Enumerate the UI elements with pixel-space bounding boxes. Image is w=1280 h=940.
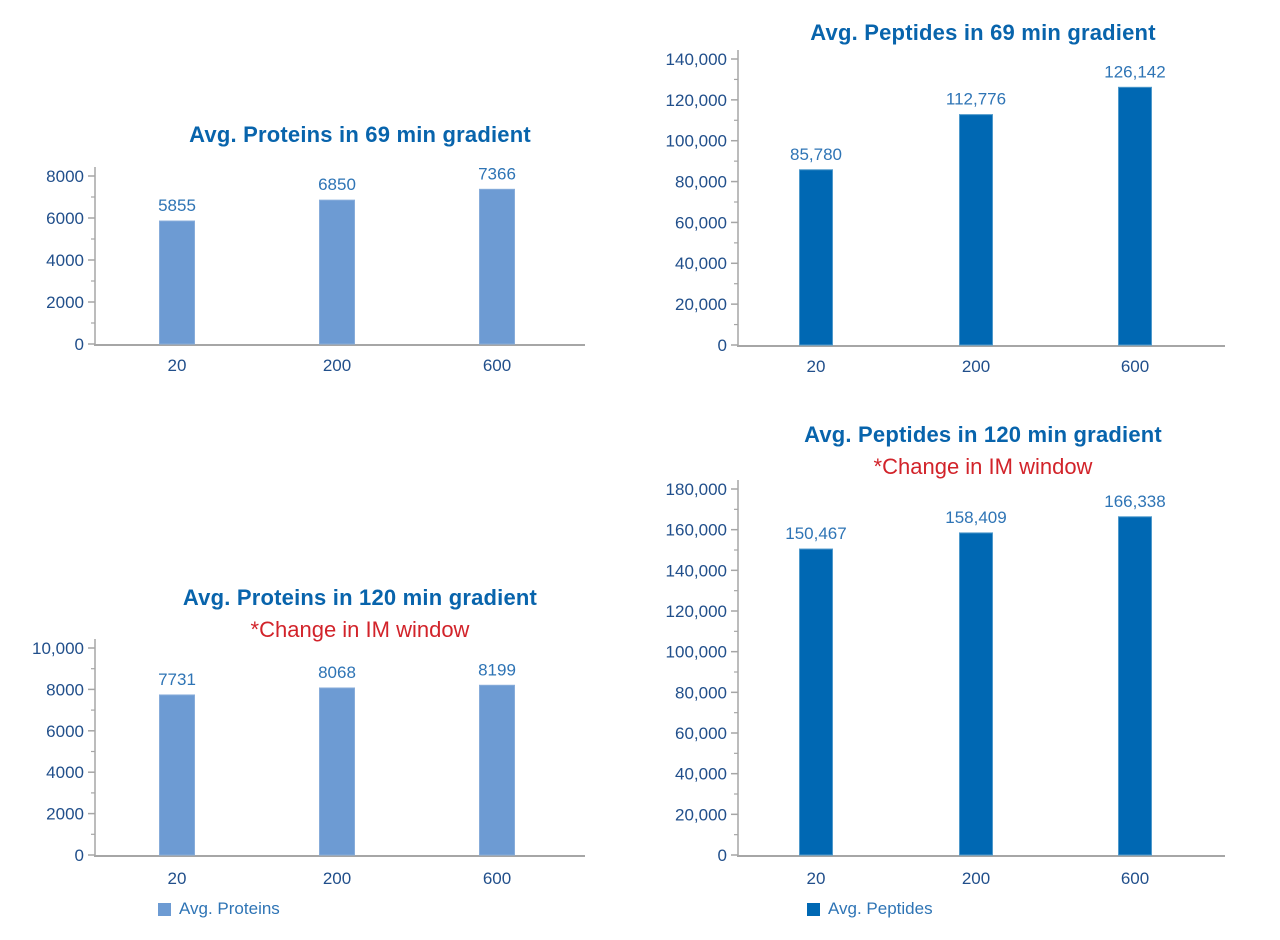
y-tick-label: 20,000: [675, 295, 727, 315]
bar-200: [320, 200, 355, 344]
y-tick-label: 100,000: [665, 642, 727, 662]
value-label: 126,142: [1104, 62, 1166, 82]
category-label: 20: [806, 869, 826, 888]
bar-20: [800, 549, 833, 855]
y-tick-label: 0: [717, 335, 727, 355]
y-tick-label: 100,000: [665, 131, 727, 151]
bar-20: [800, 170, 833, 345]
chart-title-peptides-69: Avg. Peptides in 69 min gradient: [810, 20, 1156, 45]
bar-600: [1119, 87, 1152, 345]
y-tick-label: 60,000: [675, 723, 727, 743]
y-tick-label: 120,000: [665, 90, 727, 110]
legend-label-peptides: Avg. Peptides: [828, 899, 933, 918]
category-label: 20: [167, 356, 187, 375]
category-label: 200: [322, 869, 352, 888]
category-label: 200: [961, 357, 991, 376]
y-tick-label: 20,000: [675, 805, 727, 825]
y-tick-label: 2000: [46, 804, 84, 824]
chart-subtitle-proteins-120: *Change in IM window: [250, 617, 470, 642]
bar-600: [480, 189, 515, 344]
value-label: 7731: [158, 669, 196, 689]
y-tick-label: 8000: [46, 680, 84, 700]
y-tick-label: 180,000: [665, 479, 727, 499]
y-tick-label: 2000: [46, 292, 84, 312]
value-label: 7366: [478, 164, 516, 184]
chart-title-proteins-69: Avg. Proteins in 69 min gradient: [189, 122, 531, 147]
y-tick-label: 8000: [46, 166, 84, 186]
chart-area-0: [46, 164, 585, 375]
category-label: 200: [961, 869, 991, 888]
category-label: 20: [806, 357, 826, 376]
y-tick-label: 120,000: [665, 601, 727, 621]
category-label: 600: [482, 869, 512, 888]
chart-title-peptides-120: Avg. Peptides in 120 min gradient: [804, 422, 1162, 447]
chart-area-3: [666, 480, 1225, 888]
bar-200: [960, 533, 993, 855]
y-tick-label: 4000: [46, 763, 84, 783]
y-tick-label: 6000: [46, 721, 84, 741]
category-label: 600: [1120, 869, 1150, 888]
category-label: 200: [322, 356, 352, 375]
y-tick-label: 0: [717, 845, 727, 865]
chart-area-2: [32, 639, 585, 888]
value-label: 150,467: [785, 524, 847, 544]
value-label: 112,776: [945, 89, 1007, 109]
chart-title-proteins-120: Avg. Proteins in 120 min gradient: [182, 585, 538, 610]
y-tick-label: 40,000: [675, 764, 727, 784]
value-label: 166,338: [1104, 491, 1166, 511]
chart-subtitle-peptides-120: *Change in IM window: [873, 454, 1093, 479]
chart-area-1: [666, 50, 1225, 376]
legend-swatch-peptides-icon: [807, 903, 820, 916]
y-tick-label: 40,000: [675, 254, 727, 274]
bar-20: [160, 695, 195, 855]
bar-600: [1119, 517, 1152, 855]
y-tick-label: 160,000: [665, 520, 727, 540]
value-label: 8068: [318, 662, 356, 682]
legend-swatch-proteins-icon: [158, 903, 171, 916]
value-label: 158,409: [945, 507, 1007, 527]
category-label: 600: [1120, 357, 1150, 376]
y-tick-label: 0: [74, 845, 84, 865]
value-label: 5855: [158, 196, 196, 216]
value-label: 6850: [318, 175, 356, 195]
y-tick-label: 6000: [46, 208, 84, 228]
legend-label-proteins: Avg. Proteins: [179, 899, 280, 918]
bar-600: [480, 685, 515, 855]
value-label: 8199: [478, 660, 516, 680]
y-tick-label: 80,000: [675, 683, 727, 703]
legend-avg-proteins: [158, 901, 280, 917]
y-tick-label: 140,000: [665, 49, 727, 69]
y-tick-label: 80,000: [675, 172, 727, 192]
bar-20: [160, 221, 195, 344]
value-label: 85,780: [790, 144, 842, 164]
bar-200: [960, 115, 993, 345]
y-tick-label: 10,000: [32, 638, 84, 658]
legend-avg-peptides: [807, 901, 933, 917]
y-tick-label: 140,000: [665, 561, 727, 581]
y-tick-label: 0: [74, 334, 84, 354]
category-label: 600: [482, 356, 512, 375]
bar-200: [320, 688, 355, 855]
y-tick-label: 4000: [46, 250, 84, 270]
y-tick-label: 60,000: [675, 213, 727, 233]
category-label: 20: [167, 869, 187, 888]
